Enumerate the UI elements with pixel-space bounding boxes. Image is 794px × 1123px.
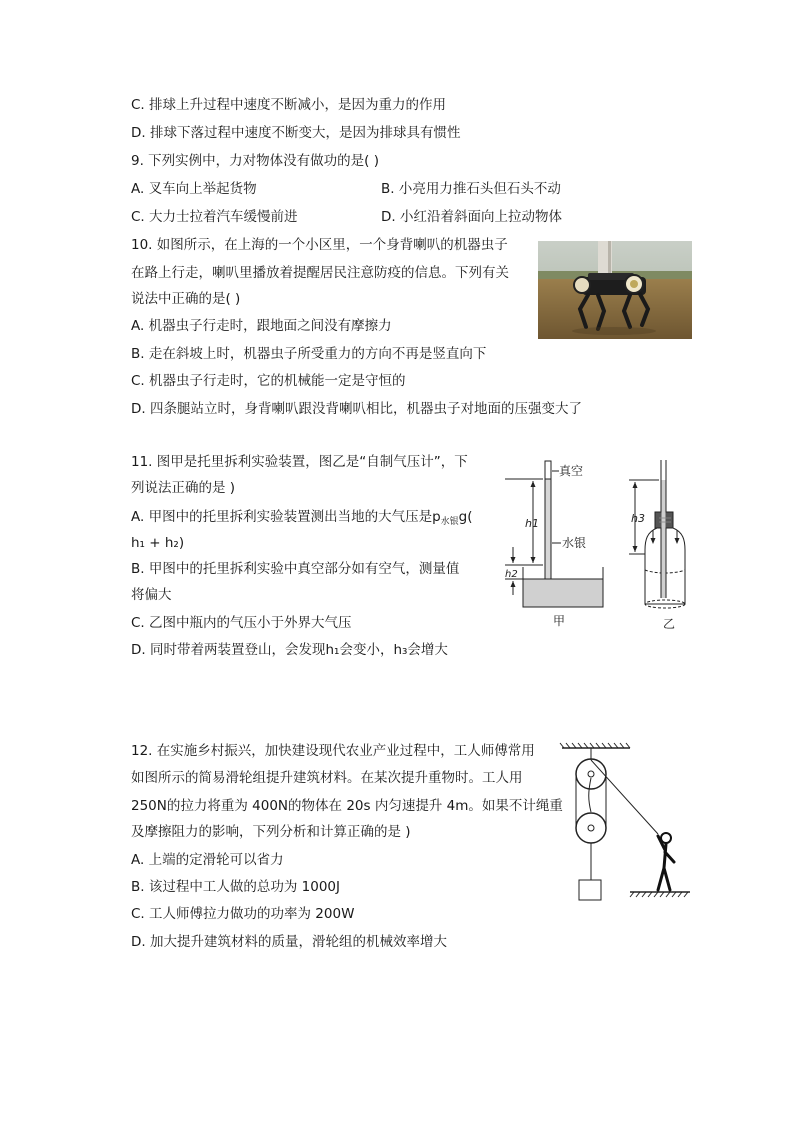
q12-option-b: B. 该过程中工人做的总功为 1000J — [131, 879, 340, 895]
label-h1: h1 — [525, 517, 539, 530]
q8-option-d: D. 排球下落过程中速度不断变大，是因为排球具有惯性 — [131, 125, 461, 141]
q11-option-c: C. 乙图中瓶内的气压小于外界大气压 — [131, 615, 352, 631]
label-yi: 乙 — [663, 617, 676, 630]
torricelli-diagram — [495, 455, 620, 630]
q11-option-a-tail: g( — [458, 509, 473, 525]
label-h3: h3 — [631, 512, 645, 525]
q12-option-a: A. 上端的定滑轮可以省力 — [131, 852, 284, 868]
q12-stem-3: 250N的拉力将重为 400N的物体在 20s 内匀速提升 4m。如果不计绳重 — [131, 798, 563, 814]
label-h2: h2 — [505, 569, 518, 580]
q10-stem-1: 10. 如图所示，在上海的一个小区里，一个身背喇叭的机器虫子 — [131, 237, 508, 253]
q12-stem-1: 12. 在实施乡村振兴，加快建设现代农业产业过程中，工人师傅常用 — [131, 743, 535, 759]
q10-stem-2: 在路上行走，喇叭里播放着提醒居民注意防疫的信息。下列有关 — [131, 265, 509, 281]
q11-option-a-cont: h₁ + h₂) — [131, 535, 185, 551]
q11-option-a-subscript: 水银 — [440, 517, 459, 527]
label-jia: 甲 — [553, 614, 566, 628]
q11-stem-2: 列说法正确的是 ) — [131, 480, 236, 496]
q11-option-b-cont: 将偏大 — [131, 587, 172, 603]
q10-stem-3: 说法中正确的是( ) — [131, 291, 241, 307]
q8-option-c: C. 排球上升过程中速度不断减小，是因为重力的作用 — [131, 97, 447, 113]
q10-option-d: D. 四条腿站立时，身背喇叭跟没背喇叭相比，机器虫子对地面的压强变大了 — [131, 401, 582, 417]
barometer-bottle-diagram — [625, 458, 705, 630]
q9-option-d: D. 小红沿着斜面向上拉动物体 — [381, 209, 562, 225]
q11-option-a-text: A. 甲图中的托里拆利实验装置测出当地的大气压是p — [131, 509, 441, 525]
label-vacuum: 真空 — [559, 464, 584, 478]
q9-stem: 9. 下列实例中，力对物体没有做功的是( ) — [131, 153, 379, 169]
q12-option-d: D. 加大提升建筑材料的质量，滑轮组的机械效率增大 — [131, 934, 447, 950]
q9-option-a: A. 叉车向上举起货物 — [131, 181, 257, 197]
robot-dog-photo — [538, 241, 692, 339]
q12-stem-2: 如图所示的简易滑轮组提升建筑材料。在某次提升重物时。工人用 — [131, 770, 523, 786]
q11-option-d: D. 同时带着两装置登山，会发现h₁会变小，h₃会增大 — [131, 642, 448, 658]
q12-stem-4: 及摩擦阻力的影响，下列分析和计算正确的是 ) — [131, 824, 411, 840]
q9-option-b: B. 小亮用力推石头但石头不动 — [381, 181, 561, 197]
label-mercury: 水银 — [562, 536, 587, 550]
q11-option-b: B. 甲图中的托里拆利实验中真空部分如有空气，测量值 — [131, 561, 460, 577]
q9-option-c: C. 大力士拉着汽车缓慢前进 — [131, 209, 298, 225]
q10-option-a: A. 机器虫子行走时，跟地面之间没有摩擦力 — [131, 318, 392, 334]
q10-option-b: B. 走在斜坡上时，机器虫子所受重力的方向不再是竖直向下 — [131, 346, 487, 362]
q10-option-c: C. 机器虫子行走时，它的机械能一定是守恒的 — [131, 373, 406, 389]
q12-option-c: C. 工人师傅拉力做功的功率为 200W — [131, 906, 355, 922]
q11-stem-1: 11. 图甲是托里拆利实验装置，图乙是“自制气压计”，下 — [131, 454, 468, 470]
pulley-system-diagram — [558, 742, 698, 904]
q11-option-a — [131, 507, 473, 532]
